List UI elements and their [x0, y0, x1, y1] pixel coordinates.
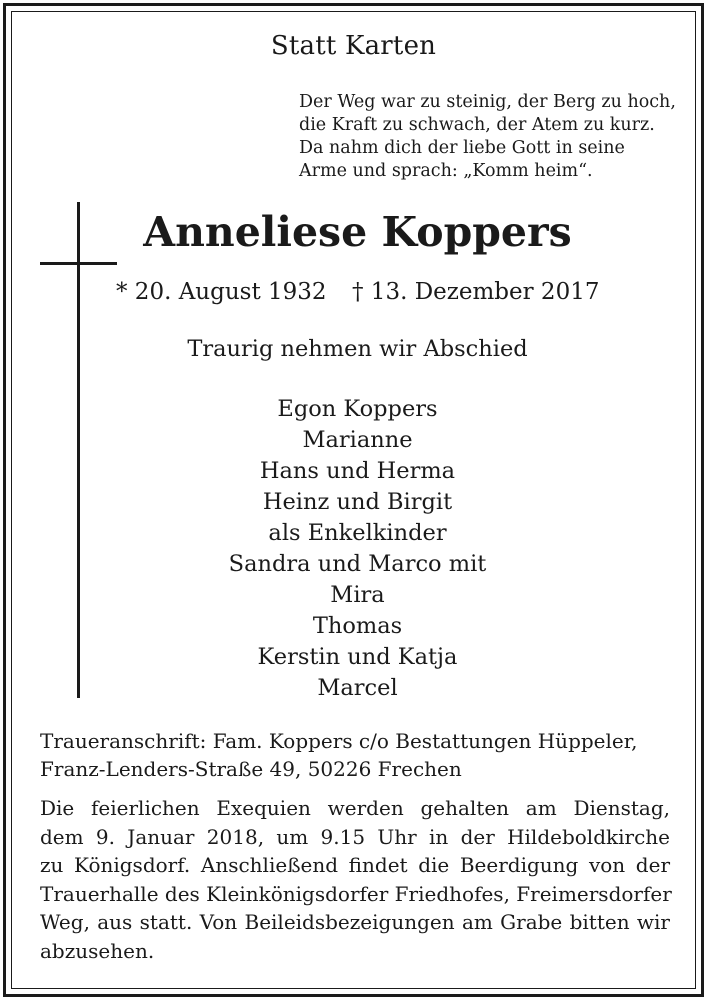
- mourner: Hans und Herma: [259, 458, 456, 484]
- mourning-address: [40, 727, 670, 783]
- service-line: Trauerhalle des Kleinkönigsdorfer Friedhofes, Freimersdorfer: [40, 881, 672, 906]
- poem-line: Der Weg war zu steinig, der Berg zu hoch,: [299, 92, 676, 112]
- mourner: Heinz und Birgit: [262, 489, 453, 515]
- address-line: Franz-Lenders-Straße 49, 50226 Frechen: [40, 757, 462, 781]
- heading-statt-karten: Statt Karten: [270, 31, 437, 61]
- cross-horizontal-bar: [40, 262, 117, 265]
- service-line: Weg, aus statt. Von Beileidsbezeigungen am Grabe bitten wir: [40, 910, 670, 934]
- death-date: † 13. Dezember 2017: [352, 279, 600, 305]
- address-line: Traueranschrift: Fam. Koppers c/o Bestattungen Hüppeler,: [40, 729, 638, 753]
- poem: [299, 91, 679, 183]
- birth-date: * 20. August 1932: [116, 279, 327, 305]
- poem-line: Arme und sprach: „Komm heim“.: [299, 161, 593, 181]
- mourner: Thomas: [312, 613, 403, 639]
- mourner: Kerstin und Katja: [257, 644, 458, 670]
- service-line: Die feierlichen Exequien werden gehalten am Dienstag,: [40, 796, 670, 820]
- funeral-service-notice: [40, 794, 670, 965]
- service-line: dem 9. Januar 2018, um 9.15 Uhr in der Hildeboldkirche: [40, 824, 670, 849]
- mourner: als Enkelkinder: [268, 520, 447, 546]
- mourner: Sandra und Marco mit: [228, 551, 487, 577]
- poem-line: Da nahm dich der liebe Gott in seine: [299, 138, 625, 158]
- mourner: Mira: [330, 582, 385, 608]
- deceased-name: Anneliese Koppers: [143, 208, 572, 256]
- mourner: Marcel: [317, 675, 398, 701]
- service-line: zu Königsdorf. Anschließend findet die Beerdigung von der: [40, 853, 670, 877]
- poem-line: die Kraft zu schwach, der Atem zu kurz.: [299, 115, 655, 135]
- mourner: Egon Koppers: [277, 396, 438, 422]
- mourners-list: [0, 394, 707, 704]
- farewell-text: Traurig nehmen wir Abschied: [187, 336, 528, 362]
- service-line: abzusehen.: [40, 938, 155, 963]
- mourner: Marianne: [302, 427, 413, 453]
